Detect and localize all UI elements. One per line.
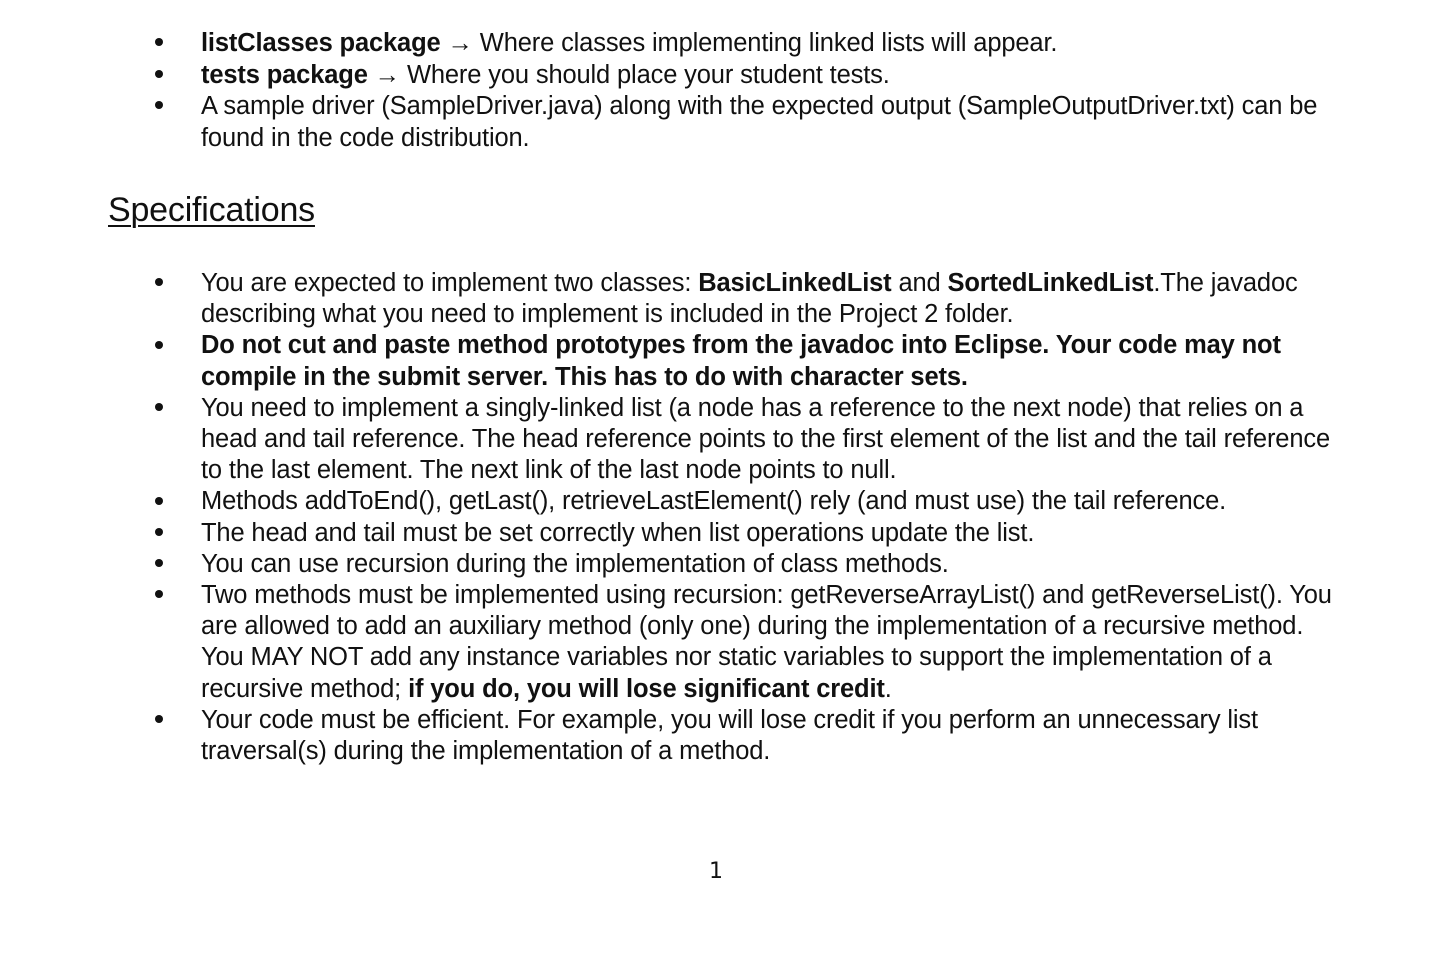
bullet-icon	[153, 330, 165, 361]
page-number: 1	[709, 859, 723, 884]
spec-item-warning	[0, 330, 1442, 392]
spec-item-classes	[0, 268, 1442, 330]
section-heading: Specifications	[108, 191, 315, 229]
spec-text: You need to implement a singly-linked list (a node has a reference to the next node) that relies on a head and tail reference. The head reference points to the first element of the list and the tail reference to the last element. The next link of the last node points to null.	[201, 393, 1330, 485]
bullet-icon	[153, 486, 165, 517]
spec-text: .	[884, 674, 892, 703]
spec-text: and	[891, 269, 948, 297]
intro-item-bold: listClasses package	[201, 29, 441, 57]
bullet-icon	[153, 268, 165, 299]
bullet-icon	[153, 28, 165, 60]
bullet-icon	[153, 393, 165, 424]
spec-list	[0, 268, 1442, 767]
bullet-icon	[153, 549, 165, 580]
spec-text: Your code must be efficient. For example, you will lose credit if you perform an unnecessary list traversal(s) during the implementation of a method.	[201, 705, 1258, 766]
spec-text: Methods addToEnd(), getLast(), retrieveLastElement() rely (and must use) the tail reference.	[201, 487, 1227, 516]
intro-item-text: A sample driver (SampleDriver.java) along with the expected output (SampleOutputDriver.txt) can be found in the code distribution.	[201, 92, 1318, 152]
spec-text: You are expected to implement two classes:	[201, 269, 699, 297]
intro-list	[0, 28, 1442, 154]
spec-text: You can use recursion during the implementation of class methods.	[201, 549, 949, 578]
class-name-sorted: SortedLinkedList	[947, 269, 1154, 297]
spec-text: .The javadoc describing what you need to implement is included in the Project 2 folder.	[201, 269, 1298, 329]
bullet-icon	[153, 60, 165, 92]
spec-item-recursion-allowed	[0, 549, 1442, 580]
spec-text: Two methods must be implemented using recursion: getReverseArrayList() and getReverseList(). You are allowed to add an auxiliary method (only one) during the implementation of a recursive method. You MAY NOT add any instance variables nor static variables to support the implementation of a recursive method;	[201, 581, 1332, 703]
intro-item-text: → Where classes implementing linked lists will appear.	[440, 29, 1058, 57]
bullet-icon	[153, 518, 165, 549]
spec-item-efficiency	[0, 705, 1442, 767]
class-name-basic: BasicLinkedList	[698, 269, 892, 297]
intro-item-tests	[0, 60, 1442, 92]
intro-item-listclasses	[0, 28, 1442, 60]
spec-text: The head and tail must be set correctly when list operations update the list.	[201, 518, 1035, 547]
spec-item-singly-linked	[0, 393, 1442, 487]
spec-item-recursion-required	[0, 580, 1442, 705]
spec-item-head-tail	[0, 518, 1442, 549]
intro-item-sample-driver	[0, 91, 1442, 154]
spec-warning-text: Do not cut and paste method prototypes from the javadoc into Eclipse. Your code may not compile in the submit server. This has to do with character sets.	[201, 331, 1281, 391]
spec-penalty-text: if you do, you will lose significant credit	[408, 674, 885, 703]
bullet-icon	[153, 580, 165, 611]
spec-item-tail-methods	[0, 486, 1442, 517]
intro-item-text: → Where you should place your student tests.	[367, 60, 890, 89]
intro-item-bold: tests package	[201, 60, 368, 89]
bullet-icon	[153, 705, 165, 736]
bullet-icon	[153, 91, 165, 123]
